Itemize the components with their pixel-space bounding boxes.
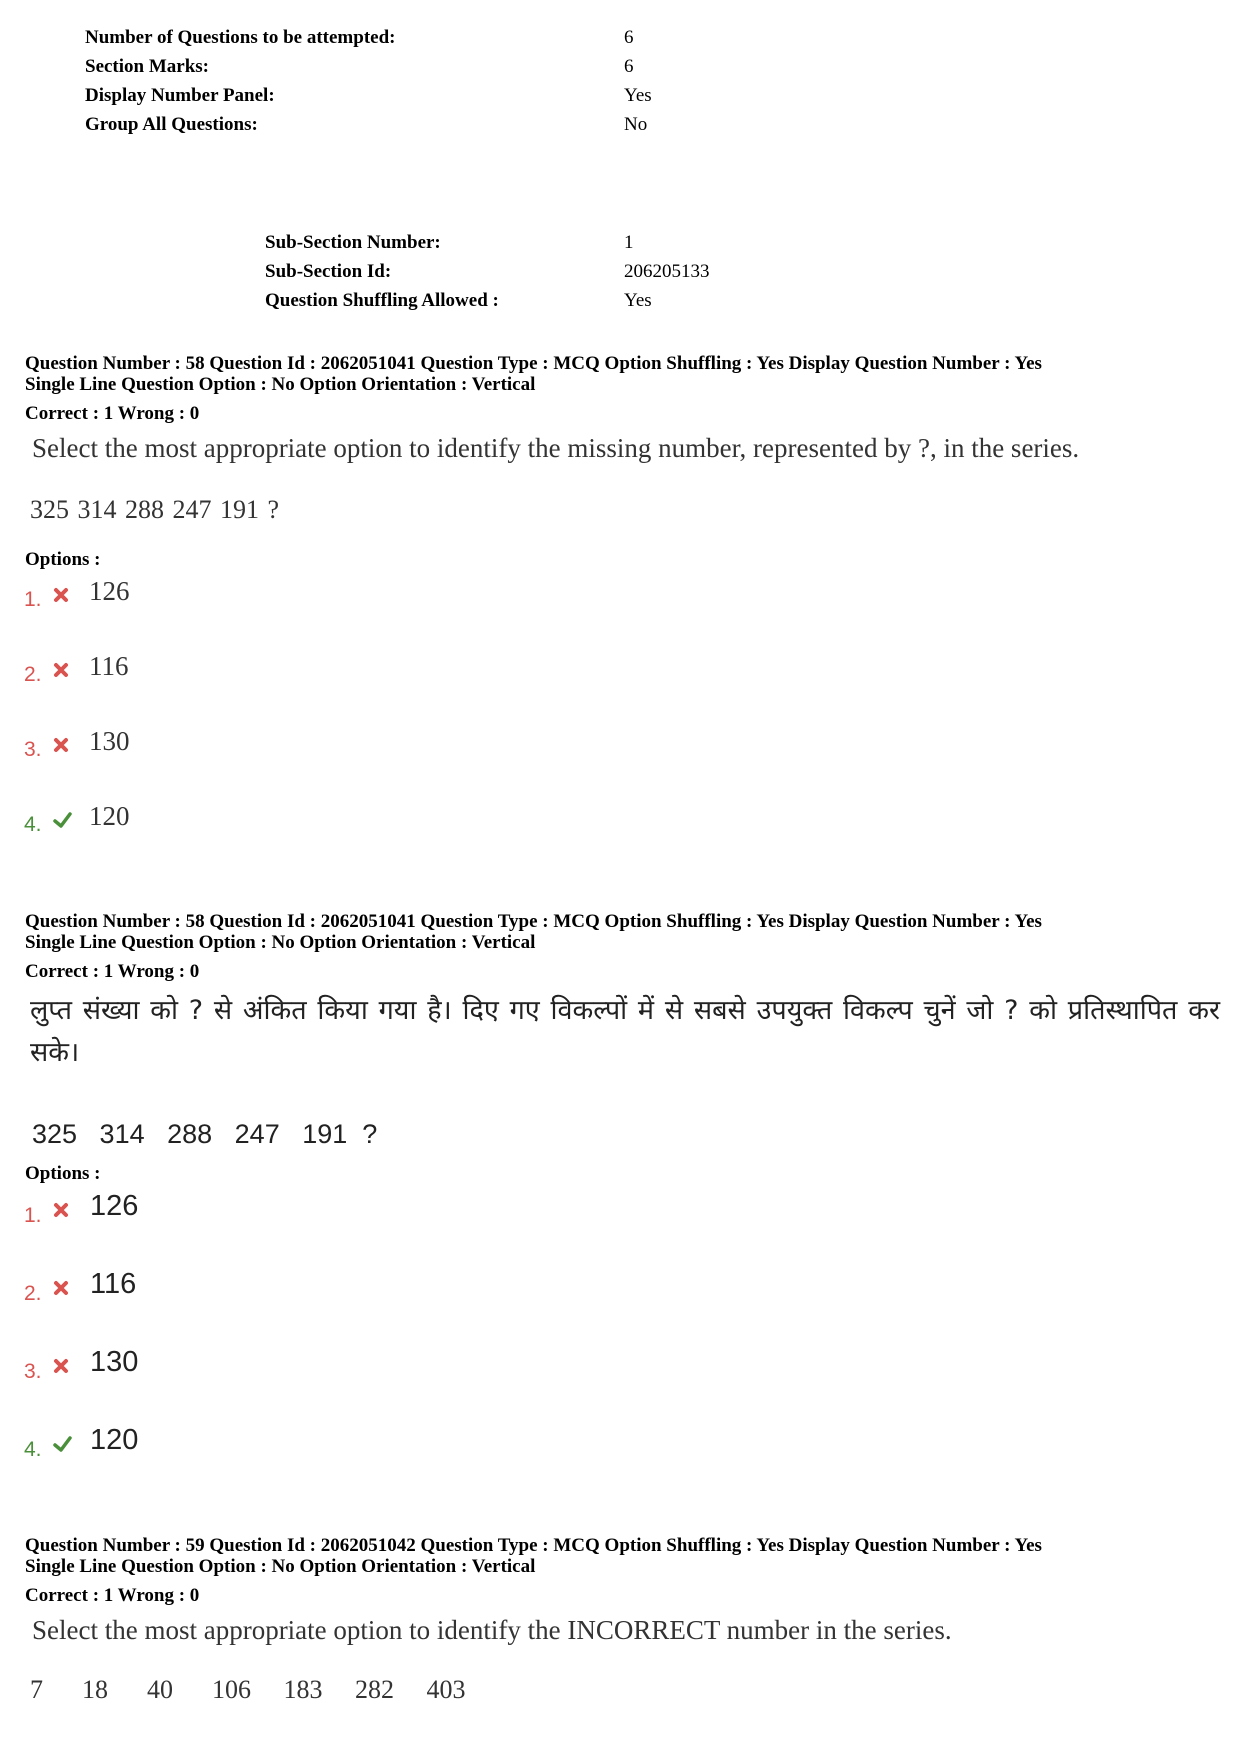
question-series: 325 314 288 247 191 ?: [32, 1119, 378, 1149]
option-value: 120: [90, 1424, 139, 1456]
question-header: Question Number : 58 Question Id : 2062051041 Question Type : MCQ Option Shuffling : Yes Display Question Number : Yes: [25, 353, 1042, 374]
option-value: 116: [89, 651, 129, 681]
option-value: 130: [89, 726, 130, 756]
question-header: Question Number : 58 Question Id : 2062051041 Question Type : MCQ Option Shuffling : Yes Display Question Number : Yes: [25, 911, 1042, 932]
question-header-options: Single Line Question Option : No Option Orientation : Vertical: [25, 374, 536, 395]
question-text: Select the most appropriate option to identify the missing number, represented by ?, in the series.: [32, 433, 1080, 463]
option-number: 3.: [24, 738, 42, 761]
subsection-id-value: 206205133: [624, 261, 710, 282]
cross-icon: [52, 661, 70, 679]
question-header: Question Number : 59 Question Id : 2062051042 Question Type : MCQ Option Shuffling : Yes Display Question Number : Yes: [25, 1535, 1042, 1556]
question-text: लुप्त संख्या को ? से अंकित किया गया है। दिए गए विकल्पों में से सबसे उपयुक्त विकल्प चुनें जो ? को प्रतिस्थापित कर सके।: [30, 995, 1220, 1068]
question-text: Select the most appropriate option to identify the INCORRECT number in the series.: [32, 1615, 952, 1645]
question-shuffling-value: Yes: [624, 290, 652, 311]
cross-icon: [52, 736, 70, 754]
option-number: 2.: [24, 663, 42, 686]
option-value: 120: [89, 801, 130, 831]
section-questions-label: Number of Questions to be attempted:: [85, 27, 396, 48]
question-header-options: Single Line Question Option : No Option Orientation : Vertical: [25, 932, 536, 953]
question-series: 325 314 288 247 191 ?: [30, 495, 280, 524]
question-header-options: Single Line Question Option : No Option Orientation : Vertical: [25, 1556, 536, 1577]
display-number-panel-value: Yes: [624, 85, 652, 106]
option-number: 1.: [24, 588, 42, 611]
option-number: 1.: [24, 1204, 42, 1227]
subsection-number-value: 1: [624, 232, 634, 253]
option-value: 116: [90, 1268, 137, 1300]
option-value: 130: [90, 1346, 139, 1378]
cross-icon: [52, 586, 70, 604]
options-label: Options :: [25, 549, 101, 570]
display-number-panel-label: Display Number Panel:: [85, 85, 275, 106]
option-value: 126: [90, 1190, 139, 1222]
question-marks: Correct : 1 Wrong : 0: [25, 961, 200, 982]
check-icon: [50, 1435, 74, 1453]
subsection-number-label: Sub-Section Number:: [265, 232, 441, 253]
cross-icon: [52, 1357, 70, 1375]
question-shuffling-label: Question Shuffling Allowed :: [265, 290, 499, 311]
question-marks: Correct : 1 Wrong : 0: [25, 1585, 200, 1606]
cross-icon: [52, 1279, 70, 1297]
group-all-questions-label: Group All Questions:: [85, 114, 258, 135]
option-number: 4.: [24, 1438, 42, 1461]
option-number: 2.: [24, 1282, 42, 1305]
section-marks-label: Section Marks:: [85, 56, 210, 77]
question-series: 7 18 40 106 183 282 403: [30, 1675, 466, 1704]
group-all-questions-value: No: [624, 114, 648, 135]
section-questions-value: 6: [624, 27, 634, 48]
question-marks: Correct : 1 Wrong : 0: [25, 403, 200, 424]
section-marks-value: 6: [624, 56, 634, 77]
check-icon: [50, 811, 74, 829]
option-number: 3.: [24, 1360, 42, 1383]
cross-icon: [52, 1201, 70, 1219]
options-label: Options :: [25, 1163, 101, 1184]
subsection-id-label: Sub-Section Id:: [265, 261, 392, 282]
option-value: 126: [89, 576, 130, 606]
option-number: 4.: [24, 813, 42, 836]
